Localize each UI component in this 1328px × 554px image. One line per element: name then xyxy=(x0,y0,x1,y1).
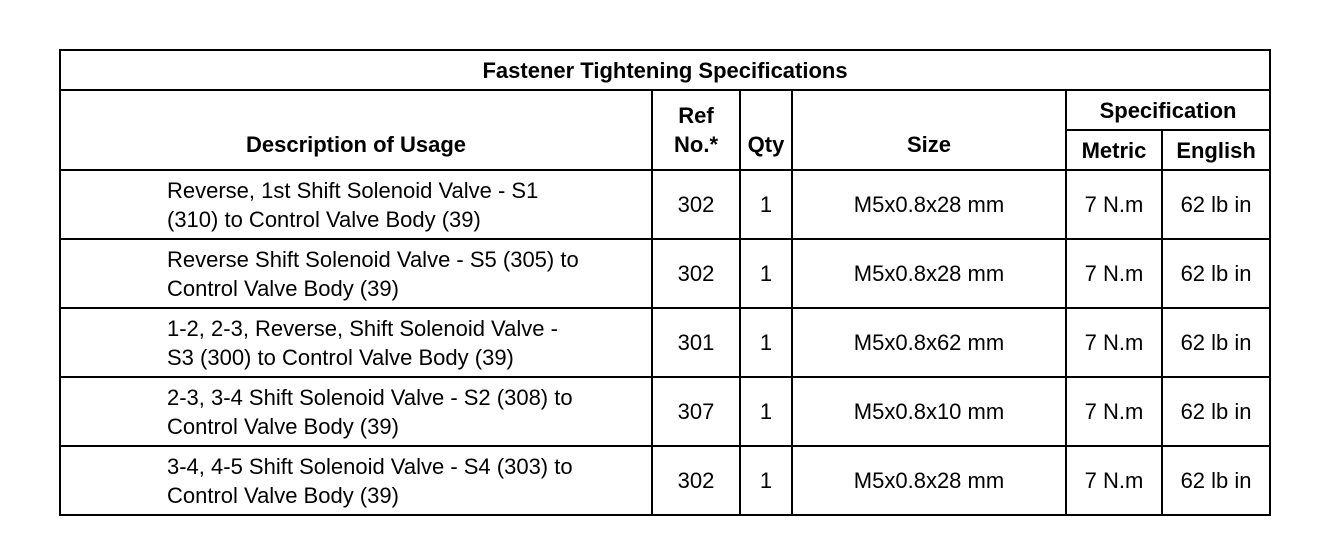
fastener-spec-table xyxy=(59,49,1271,516)
metric-cell: 7 N.m xyxy=(1066,377,1162,446)
size-cell: M5x0.8x28 mm xyxy=(792,446,1066,515)
ref-header-line1: Ref xyxy=(678,103,714,128)
english-cell: 62 lb in xyxy=(1162,239,1270,308)
english-cell: 62 lb in xyxy=(1162,446,1270,515)
table-row xyxy=(60,377,1270,446)
table-row xyxy=(60,239,1270,308)
english-header: English xyxy=(1162,130,1270,170)
description-cell: 2-3, 3-4 Shift Solenoid Valve - S2 (308) to Control Valve Body (39) xyxy=(60,377,652,446)
table-title-row xyxy=(60,50,1270,90)
metric-cell: 7 N.m xyxy=(1066,446,1162,515)
english-cell: 62 lb in xyxy=(1162,377,1270,446)
table-row xyxy=(60,308,1270,377)
specification-header: Specification xyxy=(1066,90,1270,130)
qty-cell: 1 xyxy=(740,377,792,446)
metric-cell: 7 N.m xyxy=(1066,170,1162,239)
metric-cell: 7 N.m xyxy=(1066,239,1162,308)
description-cell: Reverse, 1st Shift Solenoid Valve - S1 (310) to Control Valve Body (39) xyxy=(60,170,652,239)
qty-cell: 1 xyxy=(740,308,792,377)
qty-cell: 1 xyxy=(740,239,792,308)
ref-cell: 302 xyxy=(652,239,740,308)
english-cell: 62 lb in xyxy=(1162,308,1270,377)
table-title: Fastener Tightening Specifications xyxy=(60,50,1270,90)
qty-cell: 1 xyxy=(740,446,792,515)
ref-cell: 307 xyxy=(652,377,740,446)
english-cell: 62 lb in xyxy=(1162,170,1270,239)
ref-no-header xyxy=(652,90,740,170)
table-row xyxy=(60,170,1270,239)
qty-cell: 1 xyxy=(740,170,792,239)
description-cell: Reverse Shift Solenoid Valve - S5 (305) to Control Valve Body (39) xyxy=(60,239,652,308)
ref-cell: 302 xyxy=(652,170,740,239)
description-cell: 3-4, 4-5 Shift Solenoid Valve - S4 (303) to Control Valve Body (39) xyxy=(60,446,652,515)
description-header: Description of Usage xyxy=(60,90,652,170)
ref-cell: 302 xyxy=(652,446,740,515)
metric-cell: 7 N.m xyxy=(1066,308,1162,377)
size-cell: M5x0.8x10 mm xyxy=(792,377,1066,446)
description-cell: 1-2, 2-3, Reverse, Shift Solenoid Valve - S3 (300) to Control Valve Body (39) xyxy=(60,308,652,377)
table-row xyxy=(60,446,1270,515)
size-cell: M5x0.8x28 mm xyxy=(792,239,1066,308)
header-row xyxy=(60,90,1270,130)
size-header: Size xyxy=(792,90,1066,170)
size-cell: M5x0.8x62 mm xyxy=(792,308,1066,377)
size-cell: M5x0.8x28 mm xyxy=(792,170,1066,239)
qty-header: Qty xyxy=(740,90,792,170)
ref-header-line2: No.* xyxy=(674,132,718,157)
ref-cell: 301 xyxy=(652,308,740,377)
metric-header: Metric xyxy=(1066,130,1162,170)
